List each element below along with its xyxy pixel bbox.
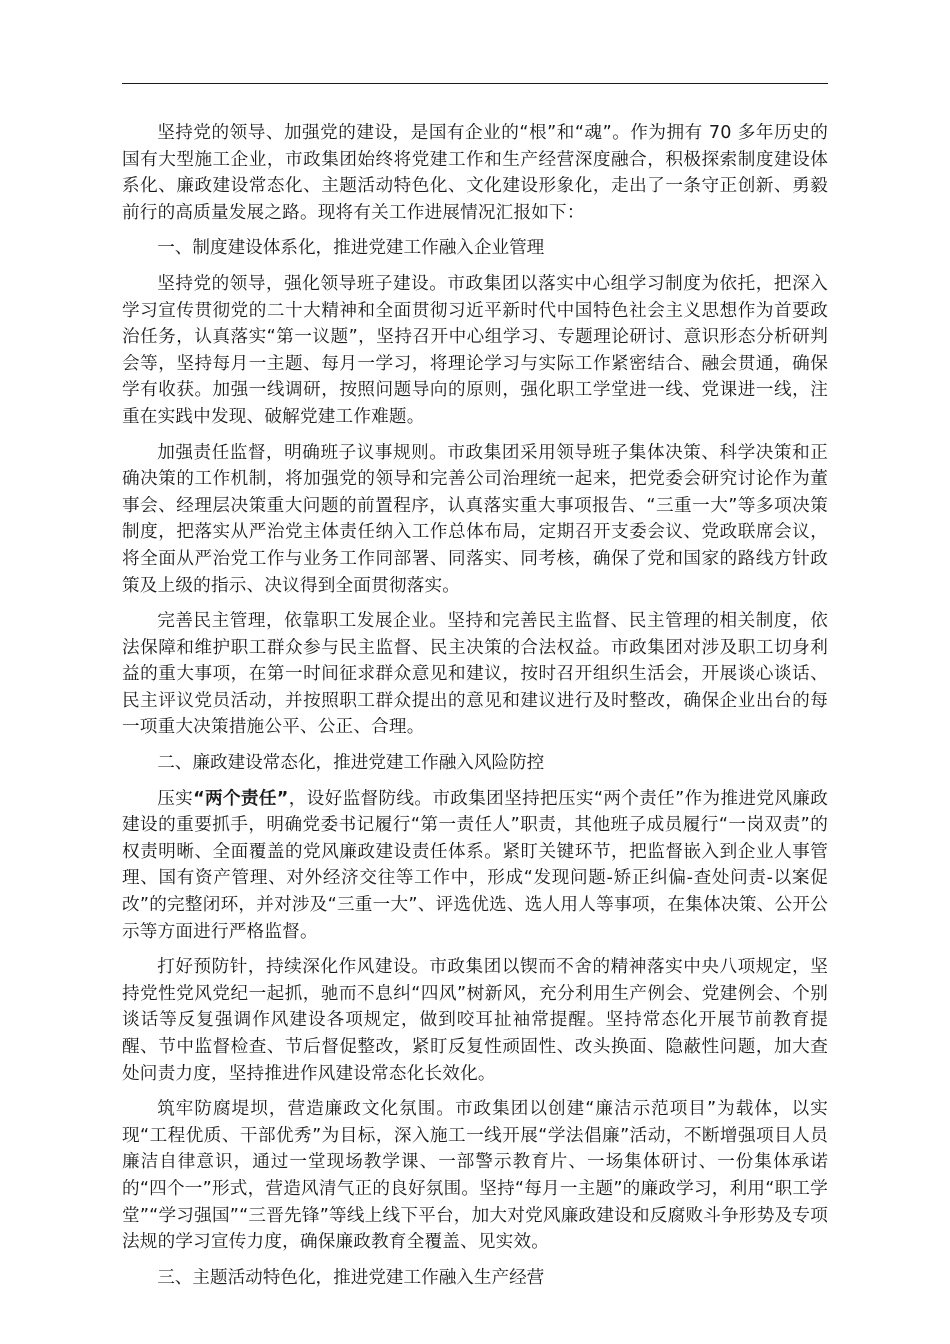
document-body: [122, 120, 828, 1300]
section-2-paragraph-1-body: ，设好监督防线。市政集团坚持把压实“两个责任”作为推进党风廉政建设的重要抓手，明确党委书记履行“第一责任人”职责，其他班子成员履行“一岗双责”的权责明晰、全面覆盖的党风廉政建设责任体系。紧盯关键环节，把监督嵌入到企业人事管理、国有资产管理、对外经济交往等工作中，形成“发现问题-矫正纠偏-查处问责-以案促改”的完整闭环，并对涉及“三重一大”、评选优选、选人用人等事项，在集体决策、公开公示等方面进行严格监督。: [122, 788, 829, 942]
section-3-heading: 三、主题活动特色化，推进党建工作融入生产经营: [157, 1267, 545, 1288]
section-2-paragraph-3: 筑牢防腐堤坝，营造廉政文化氛围。市政集团以创建“廉洁示范项目”为载体，以实现“工程优质、干部优秀”为目标，深入施工一线开展“学法倡廉”活动，不断增强项目人员廉洁自律意识，通过一堂现场教学课、一部警示教育片、一场集体研讨、一份集体承诺的“四个一”形式，营造风清气正的良好氛围。坚持“每月一主题”的廉政学习，利用“职工学堂”“学习强国”“三晋先锋”等线上线下平台，加大对党风廉政建设和反腐败斗争形势及专项法规的学习宣传力度，确保廉政教育全覆盖、见实效。: [122, 1099, 828, 1253]
header-rule: [122, 83, 828, 84]
section-2-paragraph-2: 打好预防针，持续深化作风建设。市政集团以锲而不舍的精神落实中央八项规定，坚持党性党风党纪一起抓，驰而不息纠“四风”树新风，充分利用生产例会、党建例会、个别谈话等反复强调作风建设各项规定，做到咬耳扯袖常提醒。坚持常态化开展节前教育提醒、节中监督检查、节后督促整改，紧盯反复性顽固性、改头换面、隐蔽性问题，加大查处问责力度，坚持推进作风建设常态化长效化。: [122, 957, 828, 1084]
section-1-heading: 一、制度建设体系化，推进党建工作融入企业管理: [157, 238, 545, 259]
section-2-paragraph-1-lead: 压实: [157, 788, 194, 809]
section-2-heading: 二、廉政建设常态化，推进党建工作融入风险防控: [157, 753, 545, 774]
intro-paragraph: 坚持党的领导、加强党的建设，是国有企业的“根”和“魂”。作为拥有 70 多年历史的国有大型施工企业，市政集团始终将党建工作和生产经营深度融合，积极探索制度建设体系化、廉政建设常态化、主题活动特色化、文化建设形象化，走出了一条守正创新、勇毅前行的高质量发展之路。现将有关工作进展情况汇报如下：: [122, 123, 828, 223]
section-2-paragraph-1: [122, 786, 828, 946]
section-1-paragraph-2: 加强责任监督，明确班子议事规则。市政集团采用领导班子集体决策、科学决策和正确决策的工作机制，将加强党的领导和完善公司治理统一起来，把党委会研究讨论作为董事会、经理层决策重大问题的前置程序，认真落实重大事项报告、“三重一大”等多项决策制度，把落实从严治党主体责任纳入工作总体布局，定期召开支委会议、党政联席会议，将全面从严治党工作与业务工作同部署、同落实、同考核，确保了党和国家的路线方针政策及上级的指示、决议得到全面贯彻落实。: [122, 442, 828, 596]
section-2-paragraph-1-lead-bold: “两个责任”: [193, 788, 289, 809]
section-1-paragraph-1: 坚持党的领导，强化领导班子建设。市政集团以落实中心组学习制度为依托，把深入学习宣传贯彻党的二十大精神和全面贯彻习近平新时代中国特色社会主义思想作为首要政治任务，认真落实“第一议题”，坚持召开中心组学习、专题理论研讨、意识形态分析研判会等，坚持每月一主题、每月一学习，将理论学习与实际工作紧密结合、融会贯通，确保学有收获。加强一线调研，按照问题导向的原则，强化职工学堂进一线、党课进一线，注重在实践中发现、破解党建工作难题。: [122, 273, 828, 427]
section-1-paragraph-3: 完善民主管理，依靠职工发展企业。坚持和完善民主监督、民主管理的相关制度，依法保障和维护职工群众参与民主监督、民主决策的合法权益。市政集团对涉及职工切身利益的重大事项，在第一时间征求群众意见和建议，按时召开组织生活会，开展谈心谈话、民主评议党员活动，并按照职工群众提出的意见和建议进行及时整改，确保企业出台的每一项重大决策措施公平、公正、合理。: [122, 611, 828, 738]
